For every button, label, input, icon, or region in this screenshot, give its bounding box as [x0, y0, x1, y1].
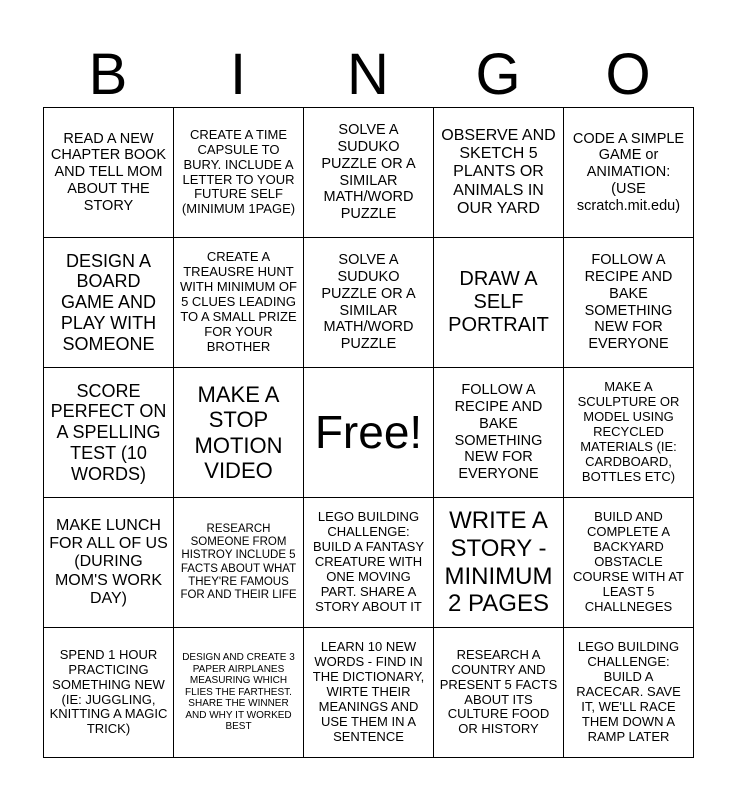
board-row	[44, 108, 694, 238]
bingo-cell[interactable]: DESIGN A BOARD GAME AND PLAY WITH SOMEONE	[44, 238, 174, 368]
bingo-board	[43, 107, 694, 758]
bingo-cell[interactable]: MAKE LUNCH FOR ALL OF US (DURING MOM'S WORK DAY)	[44, 498, 174, 628]
board-row	[44, 368, 694, 498]
board-row	[44, 628, 694, 758]
header-letter-n: N	[347, 42, 389, 107]
bingo-cell[interactable]: READ A NEW CHAPTER BOOK AND TELL MOM ABOUT THE STORY	[44, 108, 174, 238]
bingo-cell[interactable]: SOLVE A SUDUKO PUZZLE OR A SIMILAR MATH/WORD PUZZLE	[304, 238, 434, 368]
bingo-cell[interactable]: OBSERVE AND SKETCH 5 PLANTS OR ANIMALS IN OUR YARD	[434, 108, 564, 238]
bingo-cell[interactable]: DRAW A SELF PORTRAIT	[434, 238, 564, 368]
board-row	[44, 498, 694, 628]
bingo-cell[interactable]: DESIGN AND CREATE 3 PAPER AIRPLANES MEASURING WHICH FLIES THE FARTHEST. SHARE THE WINNER AND WHY IT WORKED BEST	[174, 628, 304, 758]
bingo-cell[interactable]: MAKE A SCULPTURE OR MODEL USING RECYCLED MATERIALS (IE: CARDBOARD, BOTTLES ETC)	[564, 368, 694, 498]
board-row	[44, 238, 694, 368]
bingo-cell[interactable]: MAKE A STOP MOTION VIDEO	[174, 368, 304, 498]
header-letter-o: O	[605, 42, 651, 107]
bingo-cell[interactable]: SCORE PERFECT ON A SPELLING TEST (10 WORDS)	[44, 368, 174, 498]
bingo-cell[interactable]: LEGO BUILDING CHALLENGE: BUILD A FANTASY CREATURE WITH ONE MOVING PART. SHARE A STORY ABOUT IT	[304, 498, 434, 628]
free-space-cell[interactable]: Free!	[304, 368, 434, 498]
header-letter-i: I	[229, 42, 247, 107]
header-letter-g: G	[475, 42, 521, 107]
bingo-cell[interactable]: CREATE A TIME CAPSULE TO BURY. INCLUDE A LETTER TO YOUR FUTURE SELF (MINIMUM 1PAGE)	[174, 108, 304, 238]
bingo-header	[43, 44, 693, 106]
bingo-cell[interactable]: FOLLOW A RECIPE AND BAKE SOMETHING NEW FOR EVERYONE	[564, 238, 694, 368]
bingo-cell[interactable]: FOLLOW A RECIPE AND BAKE SOMETHING NEW FOR EVERYONE	[434, 368, 564, 498]
bingo-cell[interactable]: RESEARCH A COUNTRY AND PRESENT 5 FACTS ABOUT ITS CULTURE FOOD OR HISTORY	[434, 628, 564, 758]
bingo-cell[interactable]: CREATE A TREAUSRE HUNT WITH MINIMUM OF 5 CLUES LEADING TO A SMALL PRIZE FOR YOUR BROTHER	[174, 238, 304, 368]
bingo-cell[interactable]: SPEND 1 HOUR PRACTICING SOMETHING NEW (IE: JUGGLING, KNITTING A MAGIC TRICK)	[44, 628, 174, 758]
header-letter-b: B	[88, 42, 128, 107]
bingo-cell[interactable]: LEARN 10 NEW WORDS - FIND IN THE DICTIONARY, WIRTE THEIR MEANINGS AND USE THEM IN A SENTENCE	[304, 628, 434, 758]
bingo-cell[interactable]: SOLVE A SUDUKO PUZZLE OR A SIMILAR MATH/WORD PUZZLE	[304, 108, 434, 238]
bingo-cell[interactable]: LEGO BUILDING CHALLENGE: BUILD A RACECAR. SAVE IT, WE'LL RACE THEM DOWN A RAMP LATER	[564, 628, 694, 758]
bingo-cell[interactable]: CODE A SIMPLE GAME or ANIMATION: (USE scratch.mit.edu)	[564, 108, 694, 238]
bingo-cell[interactable]: BUILD AND COMPLETE A BACKYARD OBSTACLE COURSE WITH AT LEAST 5 CHALLNEGES	[564, 498, 694, 628]
bingo-cell[interactable]: WRITE A STORY - MINIMUM 2 PAGES	[434, 498, 564, 628]
bingo-cell[interactable]: RESEARCH SOMEONE FROM HISTROY INCLUDE 5 FACTS ABOUT WHAT THEY'RE FAMOUS FOR AND THEIR LIFE	[174, 498, 304, 628]
